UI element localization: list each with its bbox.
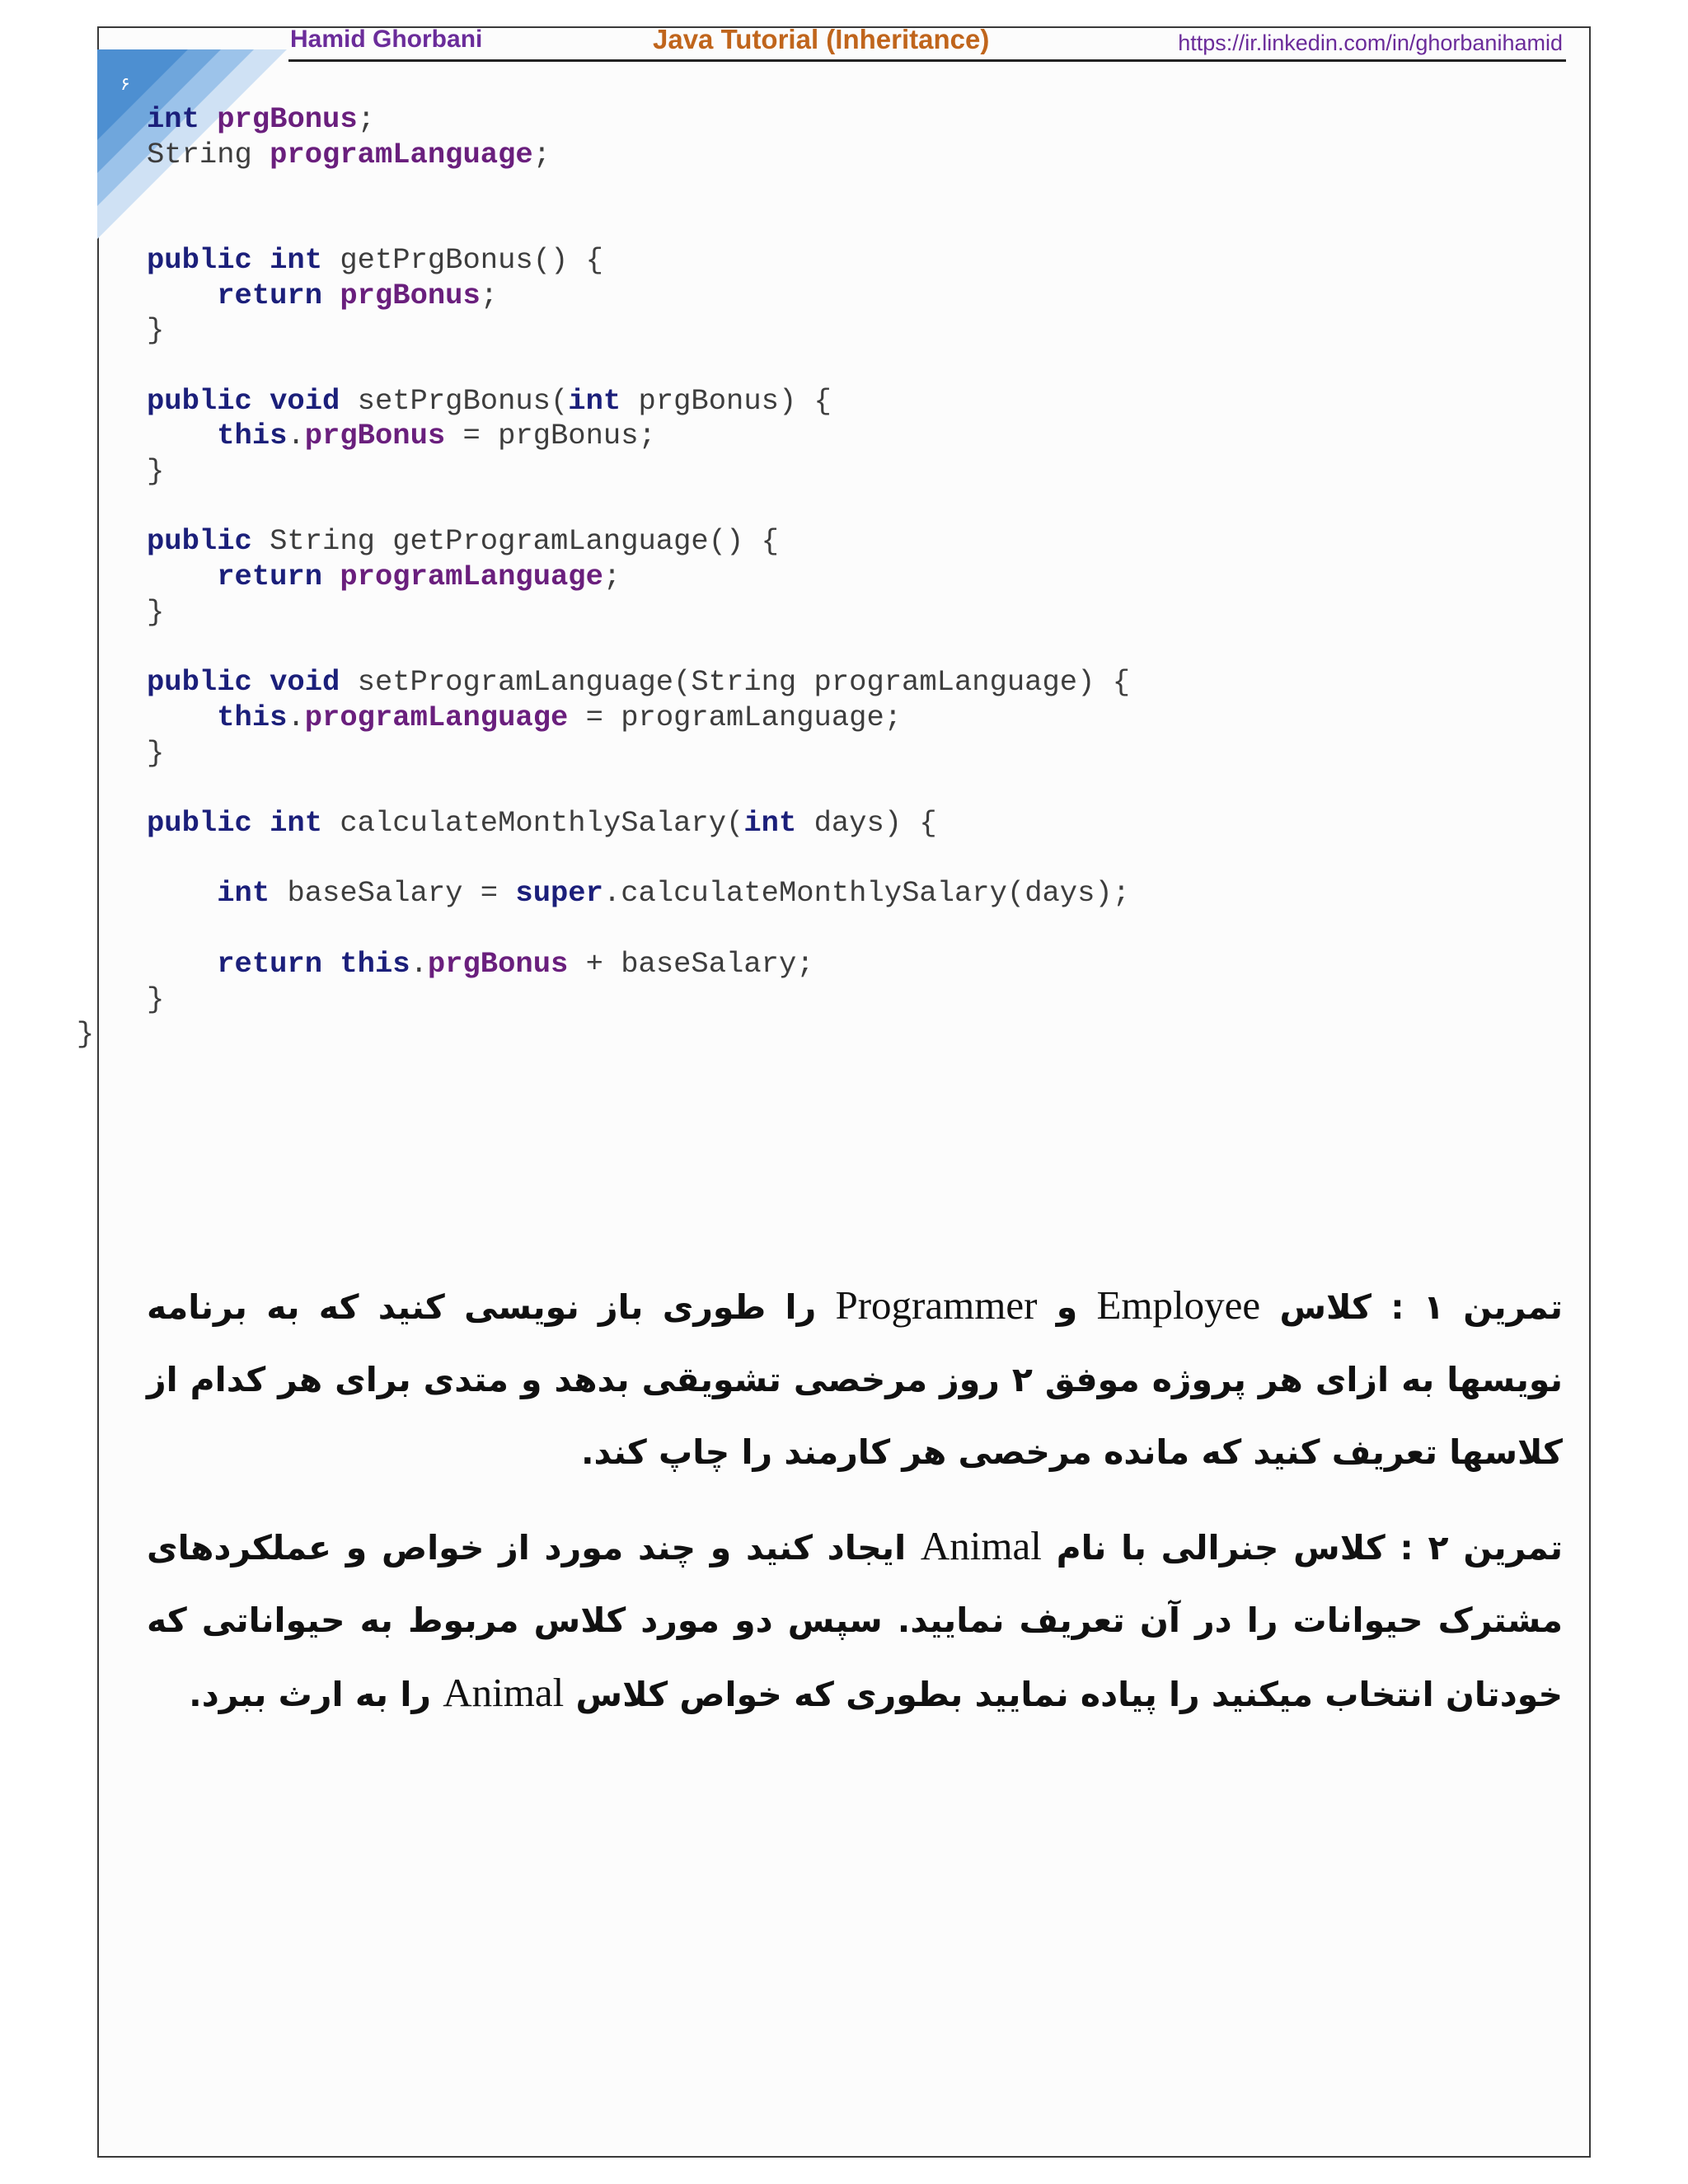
code-text: }	[147, 982, 165, 1016]
code-line	[147, 806, 937, 840]
code-line	[147, 313, 164, 347]
code-text	[147, 419, 217, 452]
code-text: .	[410, 946, 428, 981]
exercise-2-term-animal: Animal	[920, 1523, 1042, 1568]
code-text: ;	[603, 560, 621, 594]
code-line	[147, 524, 779, 558]
code-text: setProgramLanguage(String programLanguage) {	[340, 665, 1130, 700]
code-line	[147, 595, 164, 629]
code-text	[322, 279, 340, 312]
code-line	[147, 947, 814, 981]
code-text	[147, 947, 217, 981]
exercise-2-text-a: تمرین ۲ : کلاس جنرالی با نام	[1041, 1528, 1563, 1568]
code-line	[147, 102, 375, 136]
code-keyword: int	[147, 102, 199, 136]
code-keyword: public int	[147, 806, 323, 841]
code-line	[147, 419, 656, 452]
exercise-2	[147, 1510, 1563, 1731]
code-text	[322, 560, 340, 593]
exercise-1-text-c: را طوری باز نویسی کنید که به برنامه نویسها به ازای هر پروژه موفق ۲ روز مرخصی تشویقی بدهد و متدی برای هر کدام از کلاسها تعریف کنید که مانده مرخصی هر کارمند را چاپ کند.	[147, 1287, 1563, 1472]
code-line	[147, 138, 551, 171]
code-text: ;	[480, 278, 499, 312]
code-keyword: public void	[147, 665, 340, 700]
code-keyword: return	[217, 278, 323, 312]
code-keyword: super	[515, 876, 603, 911]
code-keyword: public void	[147, 383, 340, 418]
code-text: getPrgBonus() {	[322, 242, 603, 277]
code-text: = prgBonus;	[445, 419, 656, 453]
code-text: }	[147, 313, 165, 348]
code-text: .calculateMonthlySalary(days);	[603, 876, 1131, 911]
code-line	[147, 701, 902, 734]
code-line	[147, 384, 832, 418]
code-text: }	[76, 1017, 95, 1052]
code-text: + baseSalary;	[568, 946, 814, 981]
code-line	[147, 454, 164, 488]
code-line	[77, 1017, 94, 1051]
code-keyword: int	[217, 876, 270, 911]
code-text: }	[147, 454, 165, 489]
code-text: .	[287, 700, 305, 734]
code-field: programLanguage	[340, 560, 603, 594]
exercise-1-text-b: و	[1037, 1287, 1097, 1327]
exercise-1	[147, 1269, 1563, 1488]
code-line	[147, 982, 164, 1016]
code-text	[147, 701, 217, 734]
code-line	[147, 876, 1130, 910]
code-keyword: public int	[147, 242, 323, 277]
code-line	[147, 243, 603, 277]
exercise-2-text-b: ایجاد کنید و چند مورد از خواص و عملکردهای مشترک حیوانات را در آن تعریف نمایید. سپس دو مورد کلاس مربوط به حیواناتی که خودتان انتخاب میکنید را پیاده نمایید بطوری که خواص کلاس	[147, 1528, 1563, 1714]
exercise-2-text-c: را به ارث ببرد.	[189, 1675, 443, 1714]
code-field: programLanguage	[304, 700, 569, 734]
code-text: String getProgramLanguage() {	[251, 524, 779, 559]
code-text: prgBonus) {	[621, 383, 832, 418]
page-number: ۶	[120, 74, 130, 95]
code-text: String	[147, 137, 270, 171]
code-line	[147, 665, 1130, 699]
code-keyword: int	[568, 383, 621, 418]
exercise-1-term-employee: Employee	[1096, 1282, 1261, 1328]
code-block	[76, 102, 1131, 1052]
exercise-2-term-animal-2: Animal	[443, 1670, 565, 1715]
exercise-1-term-programmer: Programmer	[835, 1282, 1038, 1328]
code-keyword: this	[217, 700, 288, 734]
code-text: }	[147, 735, 165, 770]
code-keyword: int	[743, 806, 797, 841]
code-text: }	[147, 594, 165, 629]
exercises	[147, 1269, 1563, 1752]
header-author: Hamid Ghorbani	[290, 26, 483, 53]
code-field: programLanguage	[270, 137, 533, 171]
header-title: Java Tutorial (Inheritance)	[653, 24, 990, 54]
code-text	[147, 279, 217, 312]
page-header	[288, 23, 1566, 62]
code-field: prgBonus	[340, 278, 481, 312]
code-keyword: return this	[217, 946, 410, 981]
code-text: baseSalary =	[270, 876, 516, 911]
code-text: ;	[532, 137, 551, 171]
code-keyword: this	[217, 419, 288, 453]
code-text: = programLanguage;	[568, 700, 903, 734]
code-line	[147, 560, 621, 593]
code-keyword: public	[147, 524, 252, 559]
code-field: prgBonus	[217, 102, 358, 136]
header-link[interactable]: https://ir.linkedin.com/in/ghorbanihamid	[1178, 30, 1563, 55]
code-line	[147, 279, 498, 312]
code-field: prgBonus	[304, 419, 446, 453]
code-line	[147, 736, 164, 770]
code-text: setPrgBonus(	[340, 383, 569, 418]
code-text: days) {	[796, 806, 937, 841]
code-text: calculateMonthlySalary(	[322, 806, 744, 841]
code-text: ;	[357, 102, 375, 136]
exercise-1-text-a: تمرین ۱ : کلاس	[1260, 1287, 1563, 1327]
code-text	[147, 560, 217, 593]
code-field: prgBonus	[427, 946, 569, 981]
code-text: .	[287, 419, 305, 453]
code-keyword: return	[217, 560, 323, 594]
code-text	[147, 876, 217, 910]
code-text	[199, 102, 217, 136]
